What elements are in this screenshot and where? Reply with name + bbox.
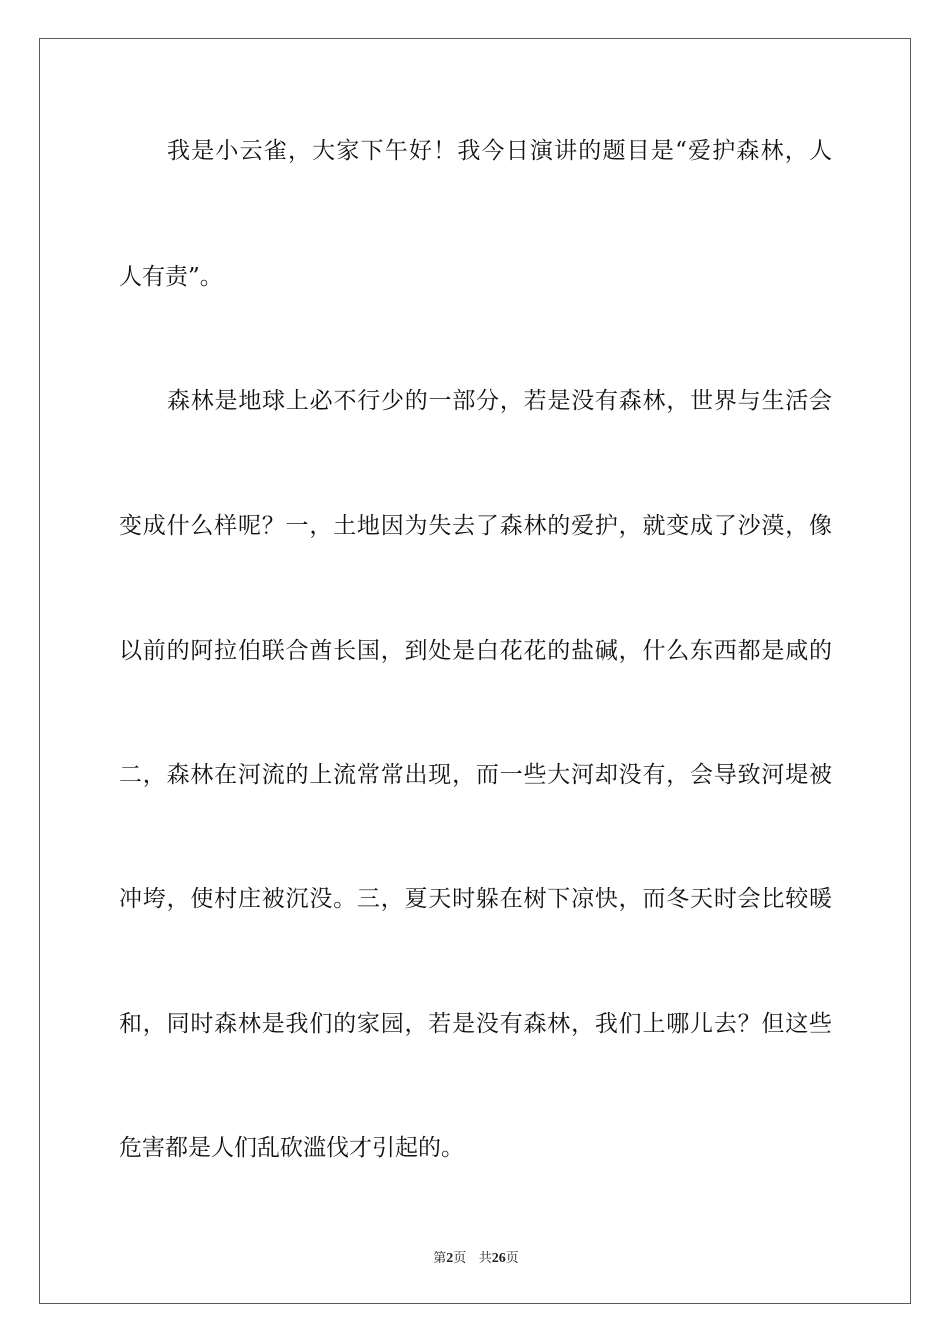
paragraph-2-line-5: 冲垮，使村庄被沉没。三，夏天时躲在树下凉快，而冬天时会比较暖 (119, 886, 832, 912)
paragraph-1-line-2: 人有责”。 (119, 264, 223, 290)
total-prefix: 共 (478, 1251, 492, 1266)
paragraph-2-line-6: 和，同时森林是我们的家园，若是没有森林，我们上哪儿去？但这些 (119, 1011, 832, 1037)
page-prefix: 第 (433, 1251, 447, 1266)
paragraph-2-line-1: 森林是地球上必不行少的一部分，若是没有森林，世界与生活会 (167, 388, 832, 414)
paragraph-1-line-1: 我是小云雀，大家下午好！我今日演讲的题目是“爱护森林，人 (167, 138, 832, 164)
paragraph-2-line-3: 以前的阿拉伯联合酋长国，到处是白花花的盐碱，什么东西都是咸的 (119, 638, 832, 664)
page-footer (40, 1247, 912, 1267)
total-pages: 26 (491, 1251, 506, 1266)
paragraph-2-line-7: 危害都是人们乱砍滥伐才引起的。 (119, 1135, 464, 1161)
document-page (39, 38, 911, 1304)
paragraph-2-line-2: 变成什么样呢？一，土地因为失去了森林的爱护，就变成了沙漠，像 (119, 513, 832, 539)
page-suffix: 页 (453, 1251, 467, 1266)
paragraph-2-line-4: 二，森林在河流的上流常常出现，而一些大河却没有，会导致河堤被 (119, 762, 832, 788)
page-number: 2 (446, 1251, 454, 1266)
total-suffix: 页 (505, 1251, 519, 1266)
